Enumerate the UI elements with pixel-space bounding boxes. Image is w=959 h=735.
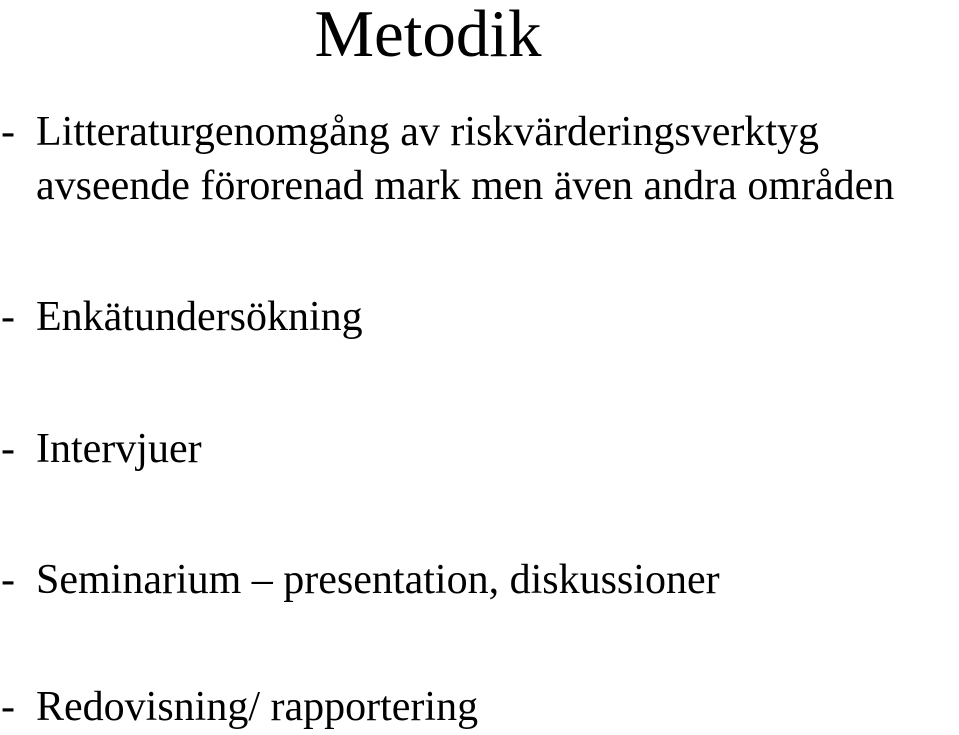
bullet-text: Seminarium – presentation, diskussioner bbox=[36, 557, 720, 603]
bullet-marker: - bbox=[1, 294, 15, 340]
slide-title: Metodik bbox=[314, 0, 542, 71]
bullet-marker: - bbox=[1, 557, 15, 603]
bullet-marker: - bbox=[1, 109, 15, 155]
bullet-marker: - bbox=[1, 684, 15, 730]
bullet-text: Enkätundersökning bbox=[36, 294, 363, 340]
bullet-text: Intervjuer bbox=[36, 426, 202, 472]
bullet-text-line-2: avseende förorenad mark men även andra områden bbox=[36, 163, 895, 209]
bullet-text-line-1: Litteraturgenomgång av riskvärderingsverktyg bbox=[36, 109, 819, 155]
bullet-text: Redovisning/ rapportering bbox=[36, 684, 479, 730]
bullet-marker: - bbox=[1, 426, 15, 472]
